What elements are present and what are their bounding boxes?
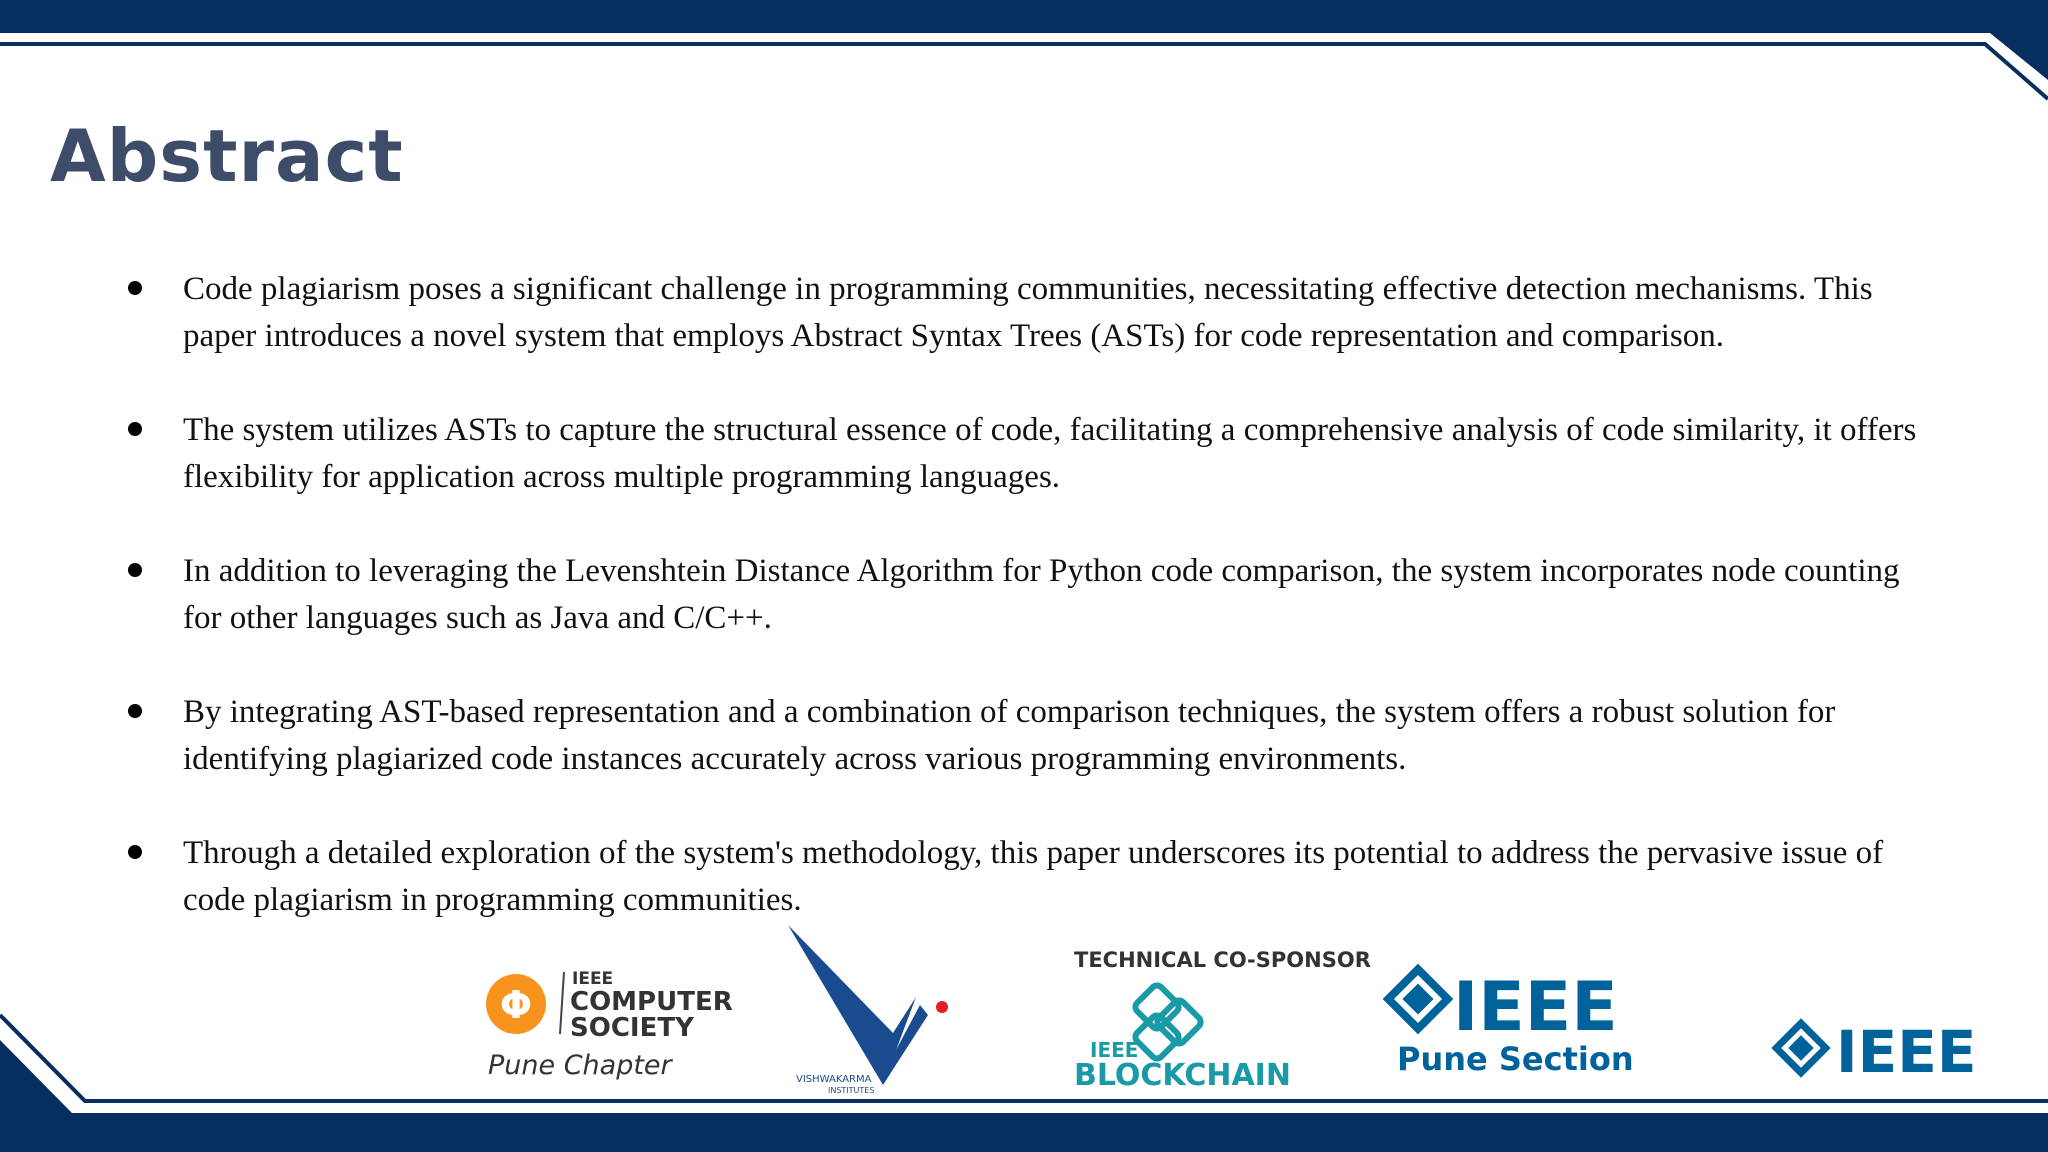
blockchain-name-label: BLOCKCHAIN [1074,1058,1291,1093]
bullet-dot-icon [128,563,142,577]
bullet-dot-icon [128,281,142,295]
cs-line1-label: COMPUTER [570,987,733,1017]
vit-line1-label: VISHWAKARMA [796,1074,872,1085]
bullet-dot-icon [128,422,142,436]
bullet-item [128,548,1928,642]
blockchain-chain-icon [1133,983,1203,1061]
ieee-computer-society-pune-logo [484,962,733,1087]
top-banner [0,0,2048,80]
ieee-logo-label: IEEE [1836,1018,1977,1086]
bullet-item [128,407,1928,501]
bottom-banner [0,1040,2048,1152]
bullet-text: By integrating AST-based representation and a combination of comparison techniques, the system offers a robust solution for identifying plagiarized code instances accurately across various programming environments. [183,694,1836,777]
abstract-bullet-list [128,266,1928,971]
ieee-diamond-icon [1771,1018,1830,1077]
bullet-item [128,830,1928,924]
cs-ieee-label: IEEE [572,969,614,989]
bullet-item [128,266,1928,360]
bullet-text: In addition to leveraging the Levenshtein Distance Algorithm for Python code comparison, the system incorporates node counting for other languages such as Java and C/C++. [183,553,1900,636]
cs-chapter-label: Pune Chapter [488,1050,672,1081]
vishwakarma-institutes-logo [788,925,958,1095]
cs-line2-label: SOCIETY [570,1013,694,1043]
ieee-logo [1772,1015,1982,1085]
bullet-text: Through a detailed exploration of the system's methodology, this paper underscores its potential to address the pervasive issue of code plagiarism in programming communities. [183,835,1884,918]
bullet-item [128,689,1928,783]
vit-red-dot-icon [936,1001,948,1013]
pune-ieee-label: IEEE [1453,968,1618,1047]
bottom-frame-line [0,1015,2048,1101]
ieee-blockchain-logo [1070,945,1371,1093]
svg-text:Φ: Φ [499,983,533,1027]
blockchain-ieee-label: IEEE [1090,1038,1139,1062]
ieee-diamond-icon [1383,964,1454,1035]
technical-co-sponsor-label: TECHNICAL CO-SPONSOR [1074,948,1371,972]
bullet-text: Code plagiarism poses a significant challenge in programming communities, necessitating effective detection mechanisms. This paper introduces a novel system that employs Abstract Syntax Trees (ASTs) for code representation and comparison. [183,271,1873,354]
vit-line2-label: INSTITUTES [828,1086,875,1095]
ieee-pune-section-logo [1385,962,1634,1078]
bullet-dot-icon [128,845,142,859]
bullet-dot-icon [128,704,142,718]
slide-title: Abstract [50,114,404,198]
bullet-text: The system utilizes ASTs to capture the structural essence of code, facilitating a comprehensive analysis of code similarity, it offers flexibility for application across multiple programming languages. [183,412,1917,495]
pune-section-label: Pune Section [1397,1040,1634,1078]
top-frame-line [0,44,2048,99]
